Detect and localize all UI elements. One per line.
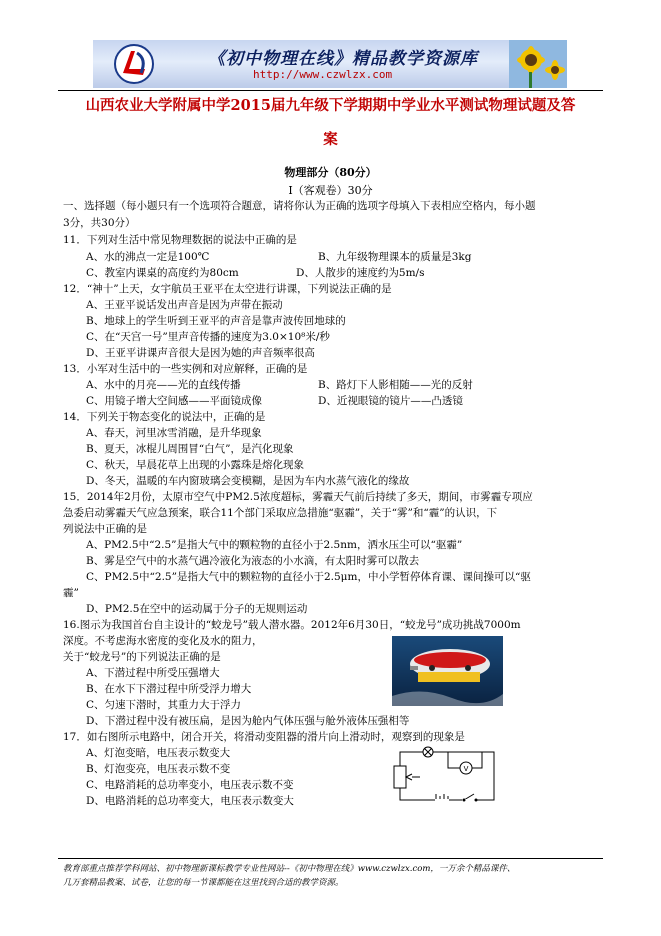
option-line: A、水的沸点一定是100℃ bbox=[86, 251, 210, 263]
option-line: C、在“天宫一号”里声音传播的速度为3.0×10⁸米/秒 bbox=[86, 331, 330, 343]
option-line: D、PM2.5在空中的运动属于分子的无规则运动 bbox=[86, 603, 308, 615]
question-line: 15．2014年2月份，太原市空气中PM2.5浓度超标，雾霾天气前后持续了多天，期间，市雾霾专项应 bbox=[63, 491, 533, 503]
footer-rule bbox=[58, 858, 603, 859]
header-rule bbox=[58, 90, 603, 91]
option-line: B、在水下下潜过程中所受浮力增大 bbox=[86, 683, 252, 695]
submersible-image bbox=[392, 636, 503, 706]
option-line: B、路灯下人影相随——光的反射 bbox=[318, 379, 473, 391]
question-line: 深度。不考虑海水密度的变化及水的阻力， bbox=[63, 635, 263, 647]
page-title-line2: 案 bbox=[323, 131, 338, 148]
question-line: 11．下列对生活中常见物理数据的说法中正确的是 bbox=[63, 234, 297, 246]
option-line: A、王亚平说话发出声音是因为声带在振动 bbox=[86, 299, 283, 311]
question-line: 3分，共30分） bbox=[63, 217, 136, 229]
option-line: D、冬天，温暖的车内窗玻璃会变模糊，是因为车内水蒸气液化的缘故 bbox=[86, 475, 410, 487]
banner-slogan: 《初中物理在线》精品教学资源库 bbox=[208, 49, 478, 69]
question-line: 12．“神十”上天，女宇航员王亚平在太空进行讲课，下列说法正确的是 bbox=[63, 283, 392, 295]
option-line: B、九年级物理课本的质量是3kg bbox=[318, 251, 472, 263]
footer-line1: 教育部重点推荐学科网站、初中物理新课标教学专业性网站--《初中物理在线》www.czwlzx.com，一万余个精品课件、 bbox=[63, 864, 516, 874]
page-title-line1: 山西农业大学附属中学2015届九年级下学期期中学业水平测试物理试题及答 bbox=[85, 97, 576, 114]
option-line: B、灯泡变亮，电压表示数不变 bbox=[86, 763, 231, 775]
svg-text:V: V bbox=[463, 765, 469, 773]
question-line: 17．如右图所示电路中，闭合开关，将滑动变阻器的滑片向上滑动时，观察到的现象是 bbox=[63, 731, 465, 743]
option-line: C、教室内课桌的高度约为80cm bbox=[86, 267, 239, 279]
question-line: 13．小军对生活中的一些实例和对应解释，正确的是 bbox=[63, 363, 308, 375]
sunflower-icon bbox=[509, 40, 567, 88]
header-banner bbox=[93, 40, 567, 88]
footer-line2: 几万套精品教案、试卷，让您的每一节课都能在这里找到合适的教学资源。 bbox=[63, 878, 344, 888]
option-line: C、电路消耗的总功率变小，电压表示数不变 bbox=[86, 779, 294, 791]
question-line: 16.图示为我国首台自主设计的“蛟龙号”载人潜水器。2012年6月30日，“蛟龙号”成功挑战7000m bbox=[63, 619, 521, 631]
option-line: C、匀速下潜时，其重力大于浮力 bbox=[86, 699, 242, 711]
banner-url[interactable]: http://www.czwlzx.com bbox=[253, 68, 393, 81]
option-line: A、水中的月亮——光的直线传播 bbox=[86, 379, 241, 391]
question-line: 关于“蛟龙号”的下列说法正确的是 bbox=[63, 651, 221, 663]
option-line: D、下潜过程中没有被压扁，是因为舱内气体压强与舱外液体压强相等 bbox=[86, 715, 410, 727]
question-line: 列说法中正确的是 bbox=[63, 523, 147, 535]
option-line: C、PM2.5中“2.5”是指大气中的颗粒物的直径小于2.5μm，中小学暂停体育课、课间操可以“驱 bbox=[86, 571, 531, 583]
option-line: A、灯泡变暗，电压表示数变大 bbox=[86, 747, 231, 759]
option-line: D、近视眼镜的镜片——凸透镜 bbox=[318, 395, 463, 407]
option-line: B、地球上的学生听到王亚平的声音是靠声波传回地球的 bbox=[86, 315, 346, 327]
site-logo-icon bbox=[113, 43, 155, 85]
section-heading: 物理部分（80分） bbox=[284, 166, 377, 179]
option-line: D、王亚平讲课声音很大是因为她的声音频率很高 bbox=[86, 347, 315, 359]
option-line: A、下潜过程中所受压强增大 bbox=[86, 667, 220, 679]
option-line: D、人散步的速度约为5m/s bbox=[296, 267, 425, 279]
option-line: A、PM2.5中“2.5”是指大气中的颗粒物的直径小于2.5nm，洒水压尘可以“驱霾” bbox=[86, 539, 463, 551]
section-part: Ⅰ（客观卷）30分 bbox=[288, 184, 373, 197]
option-line: D、电路消耗的总功率变大，电压表示数变大 bbox=[86, 795, 294, 807]
option-line: C、用镜子增大空间感——平面镜成像 bbox=[86, 395, 263, 407]
option-line: C、秋天，早晨花草上出现的小露珠是熔化现象 bbox=[86, 459, 305, 471]
question-line: 14．下列关于物态变化的说法中，正确的是 bbox=[63, 411, 266, 423]
question-line: 一、选择题（每小题只有一个选项符合题意，请将你认为正确的选项字母填入下表相应空格内，每小题 bbox=[63, 200, 536, 212]
option-line: B、雾是空气中的水蒸气遇冷液化为液态的小水滴，有太阳时雾可以散去 bbox=[86, 555, 420, 567]
option-line: 霾” bbox=[63, 587, 79, 599]
option-line: A、春天，河里冰雪消融，是升华现象 bbox=[86, 427, 262, 439]
question-line: 急委启动雾霾天气应急预案，联合11个部门采取应急措施“驱霾”，关于“雾”和“霾”的认识，下 bbox=[63, 507, 498, 519]
circuit-diagram bbox=[378, 744, 510, 806]
option-line: B、夏天，冰棍儿周围冒“白气”，是汽化现象 bbox=[86, 443, 294, 455]
